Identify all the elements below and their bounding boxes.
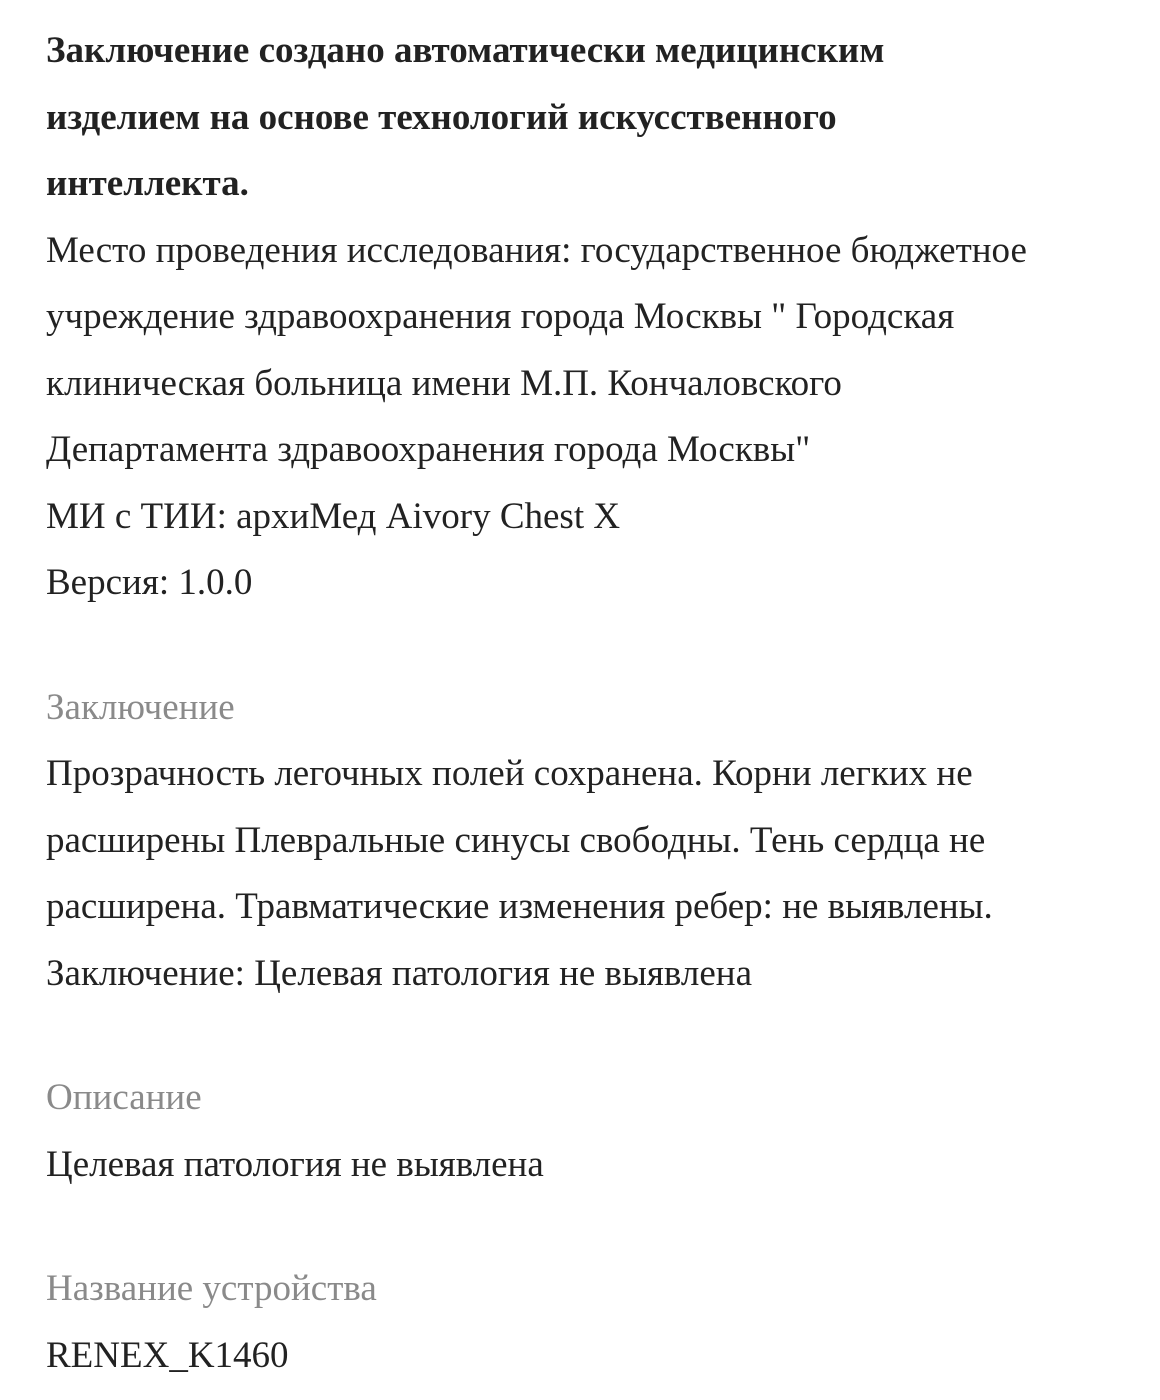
disclaimer-line: Заключение создано автоматически медицинским [46, 30, 885, 71]
ai-disclaimer [46, 18, 1150, 218]
conclusion-section [46, 675, 1150, 1008]
device-section [46, 1256, 1150, 1389]
study-info [46, 218, 1150, 617]
device-value: RENEX_K1460 [46, 1334, 289, 1376]
spacer [46, 1198, 1150, 1256]
disclaimer-line: изделием на основе технологий искусственного [46, 96, 837, 138]
conclusion-line: Заключение: Целевая патология не выявлена [46, 952, 752, 994]
conclusion-line: расширены Плевральные синусы свободны. Тень сердца не [46, 819, 986, 861]
location-line: клиническая больница имени М.П. Кончаловского [46, 362, 842, 404]
location-line: учреждение здравоохранения города Москвы " Городская [46, 296, 955, 337]
description-text: Целевая патология не выявлена [46, 1143, 544, 1185]
ai-device-name: МИ с ТИИ: архиМед Aivory Chest X [46, 495, 621, 537]
description-section [46, 1065, 1150, 1198]
disclaimer-line: интеллекта. [46, 163, 249, 204]
location-line: Департамента здравоохранения города Москвы" [46, 429, 811, 470]
version-text: Версия: 1.0.0 [46, 562, 253, 603]
conclusion-line: расширена. Травматические изменения ребер: не выявлены. [46, 886, 993, 927]
device-label: Название устройства [46, 1268, 377, 1309]
conclusion-line: Прозрачность легочных полей сохранена. Корни легких не [46, 753, 973, 794]
spacer [46, 617, 1150, 675]
location-line: Место проведения исследования: государственное бюджетное [46, 229, 1027, 271]
conclusion-label: Заключение [46, 686, 235, 728]
description-label: Описание [46, 1077, 202, 1118]
spacer [46, 1007, 1150, 1065]
